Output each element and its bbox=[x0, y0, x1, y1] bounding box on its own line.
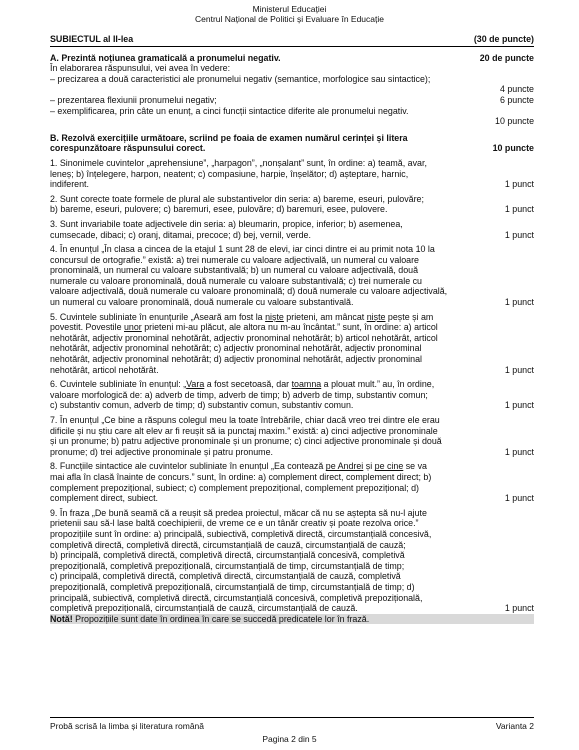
section-b-points: 10 puncte bbox=[492, 143, 534, 154]
question-3-line: cumsecade, dibaci; c) oranj, ditamai, precoce; d) bej, vernil, verde. bbox=[50, 229, 311, 240]
question-9-line: principală, subiectivă, completivă directă, circumstanțială concesivă, completivă prepozițională, bbox=[50, 592, 423, 603]
question-4-line: numerale cu valoare pronominală, două numerale cu valoare substantivală; c) trei numerale cu bbox=[50, 275, 422, 286]
question-8-points: 1 punct bbox=[504, 493, 534, 504]
question-9-line: completivă prepozițională, circumstanțială de cauză, circumstanțială de cauză. bbox=[50, 603, 358, 614]
question-5-line bbox=[50, 312, 534, 323]
question-7-line: pronume; d) trei adjective pronominale și patru pronume. bbox=[50, 446, 273, 457]
question-4-points: 1 punct bbox=[504, 297, 534, 308]
question-2-line: 2. Sunt corecte toate formele de plural ale substantivelor din seria: a) bareme, eseuri, pulovăre; bbox=[50, 193, 424, 204]
text-span: și bbox=[363, 461, 375, 472]
underlined-word: pe cine bbox=[374, 461, 404, 472]
text-span: prieteni mi-au plăcut, ale altora nu m-au încântat.” sunt, în ordine: a) articol bbox=[141, 322, 438, 333]
question-9-line: prepozițională, completivă prepozițională, circumstanțială de timp, circumstanțială de timp; d) bbox=[50, 581, 415, 592]
question-7-line: 7. În enunțul „Ce bine a răspuns colegul meu la toate întrebările, chiar dacă vreo trei dintre ele erau bbox=[50, 415, 440, 425]
text-span: 6. Cuvintele subliniate în enunțul: „ bbox=[50, 379, 187, 390]
question-8 bbox=[50, 461, 534, 503]
question-5-line: nehotărât, adjectiv pronominal nehotărât, adjectiv pronominal nehotărât; b) articol nehotărât, articol bbox=[50, 332, 438, 343]
question-1-last-row bbox=[50, 179, 534, 190]
question-6-last-row bbox=[50, 400, 534, 411]
section-a-item-3: – exemplificarea, prin câte un enunț, a cinci funcții sintactice diferite ale pronumelui negativ. bbox=[50, 105, 409, 116]
question-8-line bbox=[50, 461, 534, 472]
subject-title-row bbox=[50, 34, 534, 45]
question-9-line: 9. În fraza „De bună seamă că a reușit să predea proiectul, măcar că nu se aștepta să nu-l ajute bbox=[50, 507, 427, 518]
note-text: Propozițiile sunt date în ordinea în care se succedă predicatele lor în frază. bbox=[72, 613, 370, 624]
section-b-title-line-1: B. Rezolvă exercițiile următoare, scriind pe foaia de examen numărul cerinței și litera bbox=[50, 132, 408, 143]
underlined-word: Vara bbox=[186, 379, 205, 390]
section-a-item-3-points: 10 puncte bbox=[495, 116, 534, 127]
subject-points: (30 de puncte) bbox=[473, 34, 534, 44]
page-header bbox=[0, 4, 579, 24]
question-9-line: propozițiile sunt în ordine: a) principală, subiectivă, completivă directă, circumstanțială concesivă, bbox=[50, 528, 432, 539]
question-9-line: prepozițională, completivă prepozițională, circumstanțială de timp, circumstanțială de timp; bbox=[50, 560, 405, 571]
question-5-line: nehotărât, adjectiv pronominal nehotărât; c) adjectiv pronominal nehotărât, adjectiv pronominal bbox=[50, 343, 422, 354]
underlined-word: niște bbox=[366, 311, 386, 322]
question-3-line: 3. Sunt invariabile toate adjectivele din seria: a) bleumarin, propice, inferior; b) asemenea, bbox=[50, 218, 403, 229]
center-name: Centrul Național de Politici și Evaluare în Educație bbox=[195, 14, 384, 24]
question-4-line: 4. În enunțul „În clasa a cincea de la etajul 1 sunt 28 de elevi, iar cinci dintre ei au primit nota 10 la bbox=[50, 244, 435, 255]
question-6-points: 1 punct bbox=[504, 400, 534, 411]
section-a bbox=[50, 53, 534, 127]
question-8-line: mai afla în clasă înainte de concurs.” sunt, în ordine: a) complement direct, complement direct; b) bbox=[50, 471, 432, 482]
section-b-title-row bbox=[50, 143, 534, 154]
text-span: se va bbox=[403, 461, 427, 472]
question-6-line bbox=[50, 379, 534, 390]
question-9 bbox=[50, 508, 534, 625]
question-4-line: valoare adjectivală, două numerale cu valoare pronominală; d) două numerale cu valoare adjectivală, bbox=[50, 286, 448, 297]
underlined-word: unor bbox=[124, 322, 142, 333]
question-8-last-row bbox=[50, 493, 534, 504]
question-9-points: 1 punct bbox=[504, 603, 534, 614]
underlined-word: niște bbox=[265, 311, 284, 322]
note-box bbox=[50, 614, 534, 625]
question-4-line: concursul de ortografie.” există: a) trei numerale cu valoare adjectivală, un numeral cu valoare bbox=[50, 254, 419, 265]
question-5-last-row bbox=[50, 365, 534, 376]
question-6-line: c) substantiv comun, adverb de timp; d) substantiv comun, substantiv comun. bbox=[50, 400, 354, 411]
subject-title: SUBIECTUL al II-lea bbox=[50, 34, 134, 44]
question-9-line: c) principală, completivă directă, completivă directă, circumstanțială de cauză, completivă bbox=[50, 571, 401, 582]
question-4 bbox=[50, 244, 534, 308]
footer-variant: Varianta 2 bbox=[495, 721, 534, 731]
question-1-line: indiferent. bbox=[50, 179, 89, 190]
text-span: a fost secetoasă, dar bbox=[204, 379, 292, 390]
text-span: 5. Cuvintele subliniate în enunțurile „Aseară am fost la bbox=[50, 311, 266, 322]
footer-row bbox=[50, 721, 534, 731]
title-divider bbox=[50, 46, 534, 47]
section-a-title-row bbox=[50, 53, 534, 64]
question-1-points: 1 punct bbox=[504, 179, 534, 190]
question-2-last-row bbox=[50, 204, 534, 215]
section-a-item-1: – precizarea a două caracteristici ale pronumelui negativ (semantice, morfologice sau sintactice); bbox=[50, 73, 431, 84]
question-3 bbox=[50, 219, 534, 240]
text-span: povestit. Povestile bbox=[50, 322, 124, 333]
question-5-line: nehotărât, articol nehotărât. bbox=[50, 364, 159, 375]
question-5-points: 1 punct bbox=[504, 364, 534, 375]
underlined-word: toamna bbox=[291, 379, 322, 390]
text-span: a plouat mult.” au, în ordine, bbox=[321, 379, 435, 390]
question-5-line bbox=[50, 322, 534, 333]
section-a-item-1-points: 4 puncte bbox=[499, 84, 534, 95]
question-4-line: pronominală, un numeral cu valoare substantivală; b) un numeral cu valoare adjectivală, două bbox=[50, 265, 419, 276]
question-1-line: leneș; b) înțelegere, harpon, neatent; c) compasiune, harpie, înșelător; d) așteptare, harnic, bbox=[50, 168, 409, 179]
question-1-line: 1. Sinonimele cuvintelor „aprehensiune”, „harpagon”, „nonșalant” sunt, în ordine: a) teamă, avar, bbox=[50, 157, 427, 168]
question-9-line: b) principală, completivă directă, completivă directă, circumstanțială concesivă, completivă bbox=[50, 550, 405, 561]
ministry-name: Ministerul Educației bbox=[252, 4, 327, 14]
section-a-intro: În elaborarea răspunsului, vei avea în vedere: bbox=[50, 63, 231, 74]
section-a-item-2-row bbox=[50, 95, 534, 106]
question-8-line: complement prepozițional, subiect; c) complement prepozițional, complement prepozițional; d) bbox=[50, 482, 419, 493]
page-footer bbox=[50, 717, 534, 731]
question-4-last-row bbox=[50, 297, 534, 308]
question-9-line: completivă directă, completivă directă, circumstanțială de cauză, circumstanțială de cauză; bbox=[50, 539, 406, 550]
text-span: pește și am bbox=[385, 311, 434, 322]
exam-content bbox=[50, 34, 534, 624]
question-7-last-row bbox=[50, 447, 534, 458]
text-span: 8. Funcțiile sintactice ale cuvintelor subliniate în enunțul „Ea contează bbox=[50, 461, 326, 472]
question-8-line: complement direct, subiect. bbox=[50, 493, 159, 504]
question-2 bbox=[50, 194, 534, 215]
text-span: prieteni, am mâncat bbox=[283, 311, 367, 322]
footer-exam-name: Probă scrisă la limba și literatura română bbox=[50, 721, 205, 731]
question-9-last-row bbox=[50, 603, 534, 614]
question-2-line: b) bareme, eseuri, pulovere; c) baremuri, esee, pulovăre; d) baremuri, esee, pulovere. bbox=[50, 204, 388, 215]
section-a-points: 20 de puncte bbox=[479, 52, 534, 63]
question-5-line: nehotărât, adjectiv pronominal nehotărât; d) adjectiv pronominal nehotărât, adjectiv pronominal bbox=[50, 354, 422, 365]
section-b bbox=[50, 133, 534, 154]
section-a-item-2-points: 6 puncte bbox=[499, 94, 534, 105]
section-a-item-2: – prezentarea flexiunii pronumelui negativ; bbox=[50, 94, 217, 105]
question-7-line: dificile și nu știu care alt elev ar fi reușit să ia punctaj maxim.” există: a) cinci adjective pronominale bbox=[50, 425, 438, 436]
question-7-line: și un pronume; b) patru adjective pronominale și un pronume; c) cinci adjective pronominale și două bbox=[50, 436, 442, 447]
question-4-line: un numeral cu valoare pronominală, două numerale cu valoare substantivală. bbox=[50, 297, 354, 308]
question-6 bbox=[50, 379, 534, 411]
question-2-points: 1 punct bbox=[504, 204, 534, 215]
section-a-title: A. Prezintă noțiunea gramaticală a pronumelui negativ. bbox=[50, 52, 281, 63]
underlined-word: pe Andrei bbox=[325, 461, 364, 472]
question-9-line: prietenii sau să-l lase baltă coechipierii, de vreme ce e un tânăr creativ și poate rezolva orice.” bbox=[50, 518, 419, 529]
note-label: Notă! bbox=[50, 613, 73, 624]
section-b-title-line-2: corespunzătoare răspunsului corect. bbox=[50, 143, 206, 154]
question-3-points: 1 punct bbox=[504, 229, 534, 240]
question-7 bbox=[50, 415, 534, 457]
question-7-points: 1 punct bbox=[504, 446, 534, 457]
question-6-line: valoare morfologică de: a) adverb de timp, adverb de timp; b) adverb de timp, substantiv comun; bbox=[50, 389, 428, 400]
question-5 bbox=[50, 312, 534, 376]
question-3-last-row bbox=[50, 230, 534, 241]
question-1 bbox=[50, 158, 534, 190]
page-number: Pagina 2 din 5 bbox=[262, 734, 317, 744]
